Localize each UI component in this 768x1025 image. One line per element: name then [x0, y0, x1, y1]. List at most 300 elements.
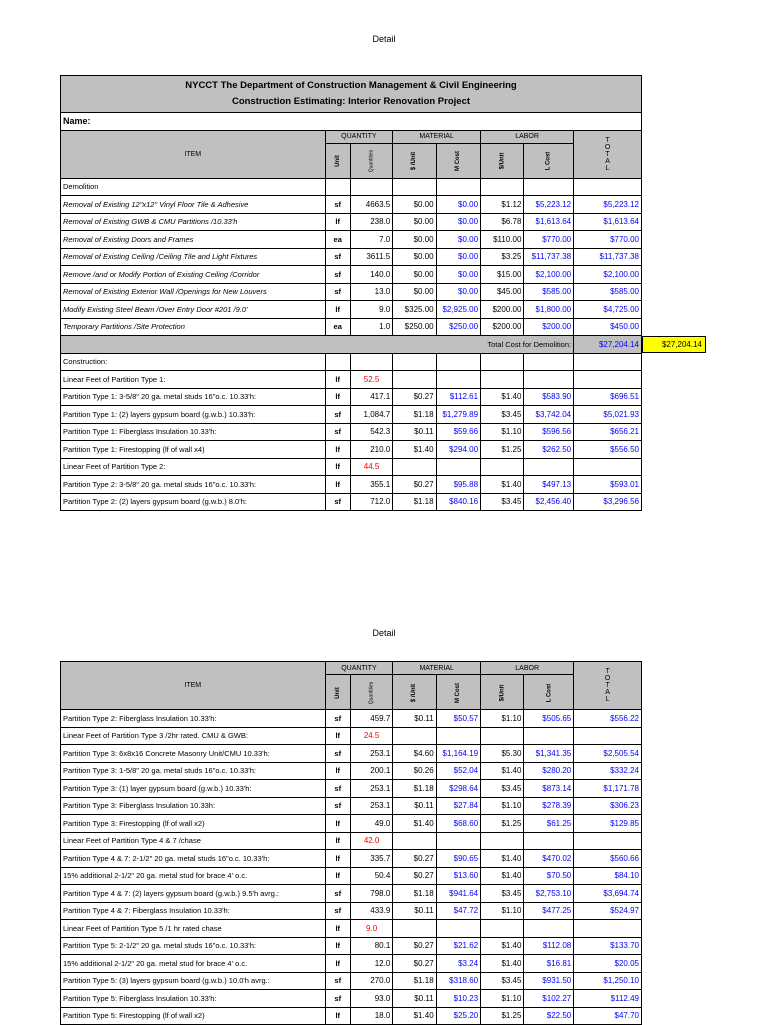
labor-cost-cell: $1,800.00 — [524, 301, 574, 319]
item-cell: Construction: — [61, 353, 326, 371]
quantity-cell: 24.5 — [350, 727, 392, 745]
material-unit-cell: $0.00 — [393, 196, 436, 214]
material-unit-cell: $1.18 — [393, 780, 436, 798]
labor-unit-cell — [481, 920, 524, 938]
quantity-cell: 712.0 — [350, 493, 392, 511]
material-cost-cell: $298.64 — [436, 780, 480, 798]
labor-cost-cell: $477.25 — [524, 902, 574, 920]
material-unit-cell: $0.27 — [393, 850, 436, 868]
item-cell: Partition Type 5: (3) layers gypsum board (g.w.b.) 10.0'h avrg.: — [61, 972, 326, 990]
material-unit-cell: $0.27 — [393, 955, 436, 973]
quantities-header: Quantities — [350, 675, 392, 710]
item-cell: Removal of Existing GWB & CMU Partitions /10.33'h — [61, 213, 326, 231]
table-row — [61, 423, 642, 441]
total-cell — [574, 371, 642, 389]
material-unit-cell: $250.00 — [393, 318, 436, 336]
name-label: Name: — [61, 113, 642, 131]
quantity-cell: 4663.5 — [350, 196, 392, 214]
item-cell: Partition Type 3: 6x8x16 Concrete Masonry Unit/CMU 10.33'h: — [61, 745, 326, 763]
material-cost-cell: $25.20 — [436, 1007, 480, 1025]
material-unit-header: $ /Unit — [393, 675, 436, 710]
labor-cost-cell: $5,223.12 — [524, 196, 574, 214]
table-row — [61, 762, 642, 780]
table-row — [61, 1007, 642, 1025]
unit-header: Unit — [325, 675, 350, 710]
unit-cell: lf — [325, 476, 350, 494]
item-cell: Partition Type 1: Firestopping (lf of wall x4) — [61, 441, 326, 459]
unit-cell: lf — [325, 1007, 350, 1025]
table-row — [61, 388, 642, 406]
unit-cell: lf — [325, 850, 350, 868]
quantity-cell: 80.1 — [350, 937, 392, 955]
unit-cell: sf — [325, 902, 350, 920]
table-row — [61, 902, 642, 920]
table-row — [61, 248, 642, 266]
material-cost-cell: $13.60 — [436, 867, 480, 885]
unit-cell: sf — [325, 797, 350, 815]
labor-cost-cell: $583.90 — [524, 388, 574, 406]
material-cost-cell: $10.23 — [436, 990, 480, 1008]
labor-unit-cell: $1.25 — [481, 815, 524, 833]
labor-unit-cell: $3.45 — [481, 780, 524, 798]
item-cell: Linear Feet of Partition Type 4 & 7 /chase — [61, 832, 326, 850]
quantity-header: QUANTITY — [325, 130, 393, 143]
labor-unit-cell — [481, 458, 524, 476]
labor-cost-cell — [524, 832, 574, 850]
unit-cell — [325, 178, 350, 196]
material-cost-cell: $95.88 — [436, 476, 480, 494]
labor-unit-cell: $1.10 — [481, 797, 524, 815]
material-cost-cell — [436, 832, 480, 850]
labor-cost-cell: $470.02 — [524, 850, 574, 868]
unit-cell: sf — [325, 248, 350, 266]
quantity-cell: 253.1 — [350, 797, 392, 815]
labor-unit-cell: $3.25 — [481, 248, 524, 266]
total-cell: $560.66 — [574, 850, 642, 868]
labor-cost-cell — [524, 353, 574, 371]
quantity-cell: 12.0 — [350, 955, 392, 973]
quantity-cell: 210.0 — [350, 441, 392, 459]
labor-cost-cell: $585.00 — [524, 283, 574, 301]
table-row — [61, 266, 642, 284]
material-cost-cell: $3.24 — [436, 955, 480, 973]
total-cell: $129.85 — [574, 815, 642, 833]
material-unit-cell: $0.27 — [393, 476, 436, 494]
material-unit-cell: $1.18 — [393, 885, 436, 903]
total-header: T O T A L — [574, 662, 642, 710]
labor-unit-cell: $1.40 — [481, 476, 524, 494]
table-row — [61, 458, 642, 476]
total-cell: $450.00 — [574, 318, 642, 336]
total-cell: $656.21 — [574, 423, 642, 441]
item-cell: Linear Feet of Partition Type 3 /2hr rated. CMU & GWB: — [61, 727, 326, 745]
material-unit-cell: $325.00 — [393, 301, 436, 319]
material-unit-header: $ /Unit — [393, 143, 436, 178]
material-unit-cell — [393, 371, 436, 389]
table-row — [61, 441, 642, 459]
section-row — [61, 353, 642, 371]
item-cell: Demolition — [61, 178, 326, 196]
labor-cost-cell: $70.50 — [524, 867, 574, 885]
material-unit-cell: $0.00 — [393, 213, 436, 231]
labor-unit-cell: $3.45 — [481, 493, 524, 511]
material-cost-cell: $1,279.89 — [436, 406, 480, 424]
labor-cost-cell: $1,613.64 — [524, 213, 574, 231]
total-cell: $3,694.74 — [574, 885, 642, 903]
item-cell: Partition Type 3: (1) layer gypsum board (g.w.b.) 10.33'h: — [61, 780, 326, 798]
table-row — [61, 955, 642, 973]
unit-cell: sf — [325, 283, 350, 301]
material-unit-cell: $0.27 — [393, 388, 436, 406]
total-cell: $2,100.00 — [574, 266, 642, 284]
material-cost-cell: $112.61 — [436, 388, 480, 406]
material-unit-cell: $0.00 — [393, 283, 436, 301]
total-cell: $2,505.54 — [574, 745, 642, 763]
quantity-cell: 270.0 — [350, 972, 392, 990]
labor-unit-cell: $1.40 — [481, 937, 524, 955]
item-cell: Partition Type 5: Firestopping (lf of wall x2) — [61, 1007, 326, 1025]
page1-header: Detail — [372, 34, 396, 44]
quantity-cell: 44.5 — [350, 458, 392, 476]
material-cost-cell: $0.00 — [436, 283, 480, 301]
unit-cell: lf — [325, 937, 350, 955]
total-cell: $585.00 — [574, 283, 642, 301]
quantity-cell: 253.1 — [350, 745, 392, 763]
estimate-table-page2 — [60, 661, 642, 1025]
material-cost-cell: $90.65 — [436, 850, 480, 868]
labor-unit-cell: $110.00 — [481, 231, 524, 249]
unit-cell: sf — [325, 780, 350, 798]
total-value: $27,204.14 — [574, 336, 642, 354]
table-row — [61, 710, 642, 728]
labor-unit-cell: $1.10 — [481, 710, 524, 728]
labor-unit-cell: $15.00 — [481, 266, 524, 284]
labor-cost-cell: $1,341.35 — [524, 745, 574, 763]
quantity-cell: 9.0 — [350, 301, 392, 319]
total-cell — [574, 832, 642, 850]
item-cell: Remove /and or Modify Portion of Existing Ceiling /Corridor — [61, 266, 326, 284]
unit-cell — [325, 353, 350, 371]
material-unit-cell: $0.11 — [393, 710, 436, 728]
labor-unit-cell: $5.30 — [481, 745, 524, 763]
material-unit-cell: $0.11 — [393, 423, 436, 441]
unit-header: Unit — [325, 143, 350, 178]
labor-cost-header: L Cost — [524, 675, 574, 710]
material-header: MATERIAL — [393, 130, 481, 143]
total-cell — [574, 178, 642, 196]
title-cell — [61, 76, 642, 113]
unit-cell: ea — [325, 318, 350, 336]
quantity-cell: 253.1 — [350, 780, 392, 798]
labor-unit-header: $/Unit — [481, 143, 524, 178]
quantity-cell — [350, 353, 392, 371]
unit-cell: lf — [325, 867, 350, 885]
quantity-cell: 49.0 — [350, 815, 392, 833]
unit-cell: lf — [325, 371, 350, 389]
material-cost-cell: $52.04 — [436, 762, 480, 780]
material-unit-cell: $0.00 — [393, 266, 436, 284]
total-cell: $20.05 — [574, 955, 642, 973]
material-unit-cell — [393, 178, 436, 196]
title-line2: Construction Estimating: Interior Renovation Project — [231, 96, 471, 107]
material-cost-cell: $0.00 — [436, 248, 480, 266]
labor-cost-cell — [524, 727, 574, 745]
quantity-cell: 42.0 — [350, 832, 392, 850]
material-unit-cell — [393, 458, 436, 476]
total-cell: $112.49 — [574, 990, 642, 1008]
material-cost-cell — [436, 371, 480, 389]
quantity-cell: 200.1 — [350, 762, 392, 780]
table-row — [61, 283, 642, 301]
material-cost-cell: $250.00 — [436, 318, 480, 336]
unit-cell: lf — [325, 762, 350, 780]
item-cell: Partition Type 2: (2) layers gypsum board (g.w.b.) 8.0'h: — [61, 493, 326, 511]
table-row — [61, 937, 642, 955]
table-row — [61, 990, 642, 1008]
material-unit-cell: $0.11 — [393, 902, 436, 920]
quantity-cell: 52.5 — [350, 371, 392, 389]
item-cell: Partition Type 4 & 7: 2-1/2" 20 ga. metal studs 16"o.c. 10.33'h: — [61, 850, 326, 868]
labor-unit-cell: $1.10 — [481, 423, 524, 441]
total-row — [61, 336, 642, 354]
total-cell: $1,613.64 — [574, 213, 642, 231]
demolition-total-highlight: $27,204.14 — [642, 336, 706, 354]
table-row — [61, 885, 642, 903]
labor-unit-cell — [481, 727, 524, 745]
material-unit-cell: $1.40 — [393, 1007, 436, 1025]
item-cell: Partition Type 2: 3-5/8" 20 ga. metal studs 16"o.c. 10.33'h: — [61, 476, 326, 494]
item-cell: Modify Existing Steel Beam /Over Entry Door #201 /9.0' — [61, 301, 326, 319]
item-cell: Temporary Partitions /Site Protection — [61, 318, 326, 336]
material-unit-cell — [393, 832, 436, 850]
table-row — [61, 231, 642, 249]
labor-unit-cell: $3.45 — [481, 972, 524, 990]
material-cost-cell: $2,925.00 — [436, 301, 480, 319]
labor-unit-cell: $6.78 — [481, 213, 524, 231]
labor-cost-cell: $280.20 — [524, 762, 574, 780]
material-cost-cell: $0.00 — [436, 213, 480, 231]
unit-cell: lf — [325, 213, 350, 231]
total-cell: $770.00 — [574, 231, 642, 249]
total-cell: $524.97 — [574, 902, 642, 920]
table-row — [61, 318, 642, 336]
total-cell: $5,223.12 — [574, 196, 642, 214]
quantity-cell: 355.1 — [350, 476, 392, 494]
table-row — [61, 780, 642, 798]
labor-cost-cell: $497.13 — [524, 476, 574, 494]
table-row — [61, 213, 642, 231]
material-cost-cell: $318.60 — [436, 972, 480, 990]
item-cell: Partition Type 1: 3-5/8" 20 ga. metal studs 16"o.c. 10.33'h: — [61, 388, 326, 406]
item-cell: 15% additional 2-1/2" 20 ga. metal stud for brace 4' o.c. — [61, 867, 326, 885]
labor-cost-cell: $770.00 — [524, 231, 574, 249]
unit-cell: lf — [325, 727, 350, 745]
quantity-cell: 50.4 — [350, 867, 392, 885]
item-cell: Removal of Existing Exterior Wall /Openings for New Louvers — [61, 283, 326, 301]
labor-unit-header: $/Unit — [481, 675, 524, 710]
quantity-cell: 9.0 — [350, 920, 392, 938]
unit-cell: sf — [325, 972, 350, 990]
item-cell: Partition Type 3: 1-5/8" 20 ga. metal studs 16"o.c. 10.33'h: — [61, 762, 326, 780]
labor-cost-cell: $200.00 — [524, 318, 574, 336]
table-row — [61, 493, 642, 511]
labor-header: LABOR — [481, 130, 574, 143]
quantity-cell: 1.0 — [350, 318, 392, 336]
labor-cost-cell: $2,456.40 — [524, 493, 574, 511]
item-cell: Partition Type 1: Fiberglass Insulation 10.33'h: — [61, 423, 326, 441]
item-header: ITEM — [61, 130, 326, 178]
total-cell: $11,737.38 — [574, 248, 642, 266]
unit-cell: lf — [325, 458, 350, 476]
labor-header: LABOR — [481, 662, 574, 675]
table-row — [61, 727, 642, 745]
labor-unit-cell: $200.00 — [481, 318, 524, 336]
material-unit-cell — [393, 920, 436, 938]
table-row — [61, 867, 642, 885]
quantity-cell: 140.0 — [350, 266, 392, 284]
total-cell — [574, 458, 642, 476]
quantity-cell: 798.0 — [350, 885, 392, 903]
quantity-cell: 1,084.7 — [350, 406, 392, 424]
material-cost-cell: $840.16 — [436, 493, 480, 511]
page2-header: Detail — [372, 628, 396, 638]
labor-unit-cell: $1.12 — [481, 196, 524, 214]
total-cell: $696.51 — [574, 388, 642, 406]
unit-cell: sf — [325, 990, 350, 1008]
labor-cost-cell: $873.14 — [524, 780, 574, 798]
material-unit-cell: $0.27 — [393, 867, 436, 885]
section-row — [61, 178, 642, 196]
unit-cell: sf — [325, 710, 350, 728]
item-cell: 15% additional 2-1/2" 20 ga. metal stud for brace 4' o.c. — [61, 955, 326, 973]
material-cost-cell — [436, 920, 480, 938]
labor-cost-cell: $262.50 — [524, 441, 574, 459]
material-cost-cell: $21.62 — [436, 937, 480, 955]
unit-cell: lf — [325, 955, 350, 973]
quantity-cell: 433.9 — [350, 902, 392, 920]
labor-unit-cell: $1.40 — [481, 955, 524, 973]
labor-cost-cell: $505.65 — [524, 710, 574, 728]
labor-unit-cell — [481, 353, 524, 371]
material-unit-cell: $0.11 — [393, 797, 436, 815]
quantity-cell: 335.7 — [350, 850, 392, 868]
labor-cost-cell: $931.50 — [524, 972, 574, 990]
labor-unit-cell — [481, 371, 524, 389]
material-cost-cell: $27.84 — [436, 797, 480, 815]
labor-cost-cell — [524, 458, 574, 476]
labor-cost-cell — [524, 371, 574, 389]
total-cell: $306.23 — [574, 797, 642, 815]
unit-cell: lf — [325, 441, 350, 459]
material-unit-cell: $1.18 — [393, 972, 436, 990]
item-cell: Partition Type 1: (2) layers gypsum board (g.w.b.) 10.33'h: — [61, 406, 326, 424]
material-cost-cell: $68.60 — [436, 815, 480, 833]
labor-cost-cell — [524, 178, 574, 196]
item-cell: Linear Feet of Partition Type 2: — [61, 458, 326, 476]
quantity-cell: 93.0 — [350, 990, 392, 1008]
material-cost-cell — [436, 458, 480, 476]
total-label: Total Cost for Demolition: — [61, 336, 574, 354]
total-cell: $133.70 — [574, 937, 642, 955]
total-cell — [574, 353, 642, 371]
material-cost-cell: $0.00 — [436, 266, 480, 284]
labor-cost-cell: $11,737.38 — [524, 248, 574, 266]
estimate-table-page1 — [60, 75, 642, 511]
item-cell: Linear Feet of Partition Type 1: — [61, 371, 326, 389]
item-cell: Partition Type 3: Fiberglass Insulation 10.33h: — [61, 797, 326, 815]
unit-cell: sf — [325, 745, 350, 763]
material-unit-cell: $0.00 — [393, 231, 436, 249]
material-unit-cell: $0.27 — [393, 937, 436, 955]
material-cost-cell — [436, 727, 480, 745]
table-row — [61, 972, 642, 990]
unit-cell: sf — [325, 493, 350, 511]
labor-cost-cell: $3,742.04 — [524, 406, 574, 424]
table-row — [61, 371, 642, 389]
material-cost-header: M Cost — [436, 675, 480, 710]
item-cell: Removal of Existing Doors and Frames — [61, 231, 326, 249]
quantity-cell: 7.0 — [350, 231, 392, 249]
total-cell: $556.22 — [574, 710, 642, 728]
total-header: T O T A L — [574, 130, 642, 178]
labor-cost-cell: $22.50 — [524, 1007, 574, 1025]
total-cell: $1,171.78 — [574, 780, 642, 798]
labor-unit-cell: $1.25 — [481, 441, 524, 459]
material-cost-cell — [436, 353, 480, 371]
unit-cell: sf — [325, 423, 350, 441]
material-cost-cell: $941.64 — [436, 885, 480, 903]
labor-cost-cell: $278.39 — [524, 797, 574, 815]
material-unit-cell: $1.40 — [393, 441, 436, 459]
labor-unit-cell — [481, 178, 524, 196]
table-row — [61, 406, 642, 424]
item-cell: Partition Type 2: Fiberglass Insulation 10.33'h: — [61, 710, 326, 728]
labor-unit-cell: $1.10 — [481, 990, 524, 1008]
unit-cell: ea — [325, 231, 350, 249]
labor-unit-cell: $1.40 — [481, 388, 524, 406]
labor-cost-cell: $102.27 — [524, 990, 574, 1008]
quantity-cell: 238.0 — [350, 213, 392, 231]
quantity-cell: 3611.5 — [350, 248, 392, 266]
table-row — [61, 797, 642, 815]
quantity-header: QUANTITY — [325, 662, 393, 675]
labor-cost-cell — [524, 920, 574, 938]
unit-cell: sf — [325, 406, 350, 424]
labor-unit-cell — [481, 832, 524, 850]
material-cost-cell — [436, 178, 480, 196]
material-unit-cell: $4.60 — [393, 745, 436, 763]
item-cell: Partition Type 5: 2-1/2" 20 ga. metal studs 16"o.c. 10.33'h: — [61, 937, 326, 955]
table-row — [61, 196, 642, 214]
total-cell: $593.01 — [574, 476, 642, 494]
quantity-cell — [350, 178, 392, 196]
material-unit-cell: $0.00 — [393, 248, 436, 266]
table-row — [61, 301, 642, 319]
total-cell: $47.70 — [574, 1007, 642, 1025]
labor-cost-cell: $16.81 — [524, 955, 574, 973]
total-cell: $332.24 — [574, 762, 642, 780]
total-cell: $5,021.93 — [574, 406, 642, 424]
quantity-cell: 18.0 — [350, 1007, 392, 1025]
material-cost-cell: $1,164.19 — [436, 745, 480, 763]
labor-cost-cell: $61.25 — [524, 815, 574, 833]
material-cost-cell: $50.57 — [436, 710, 480, 728]
unit-cell: lf — [325, 815, 350, 833]
labor-cost-cell: $596.56 — [524, 423, 574, 441]
material-cost-cell: $294.00 — [436, 441, 480, 459]
unit-cell: sf — [325, 266, 350, 284]
material-unit-cell: $0.26 — [393, 762, 436, 780]
